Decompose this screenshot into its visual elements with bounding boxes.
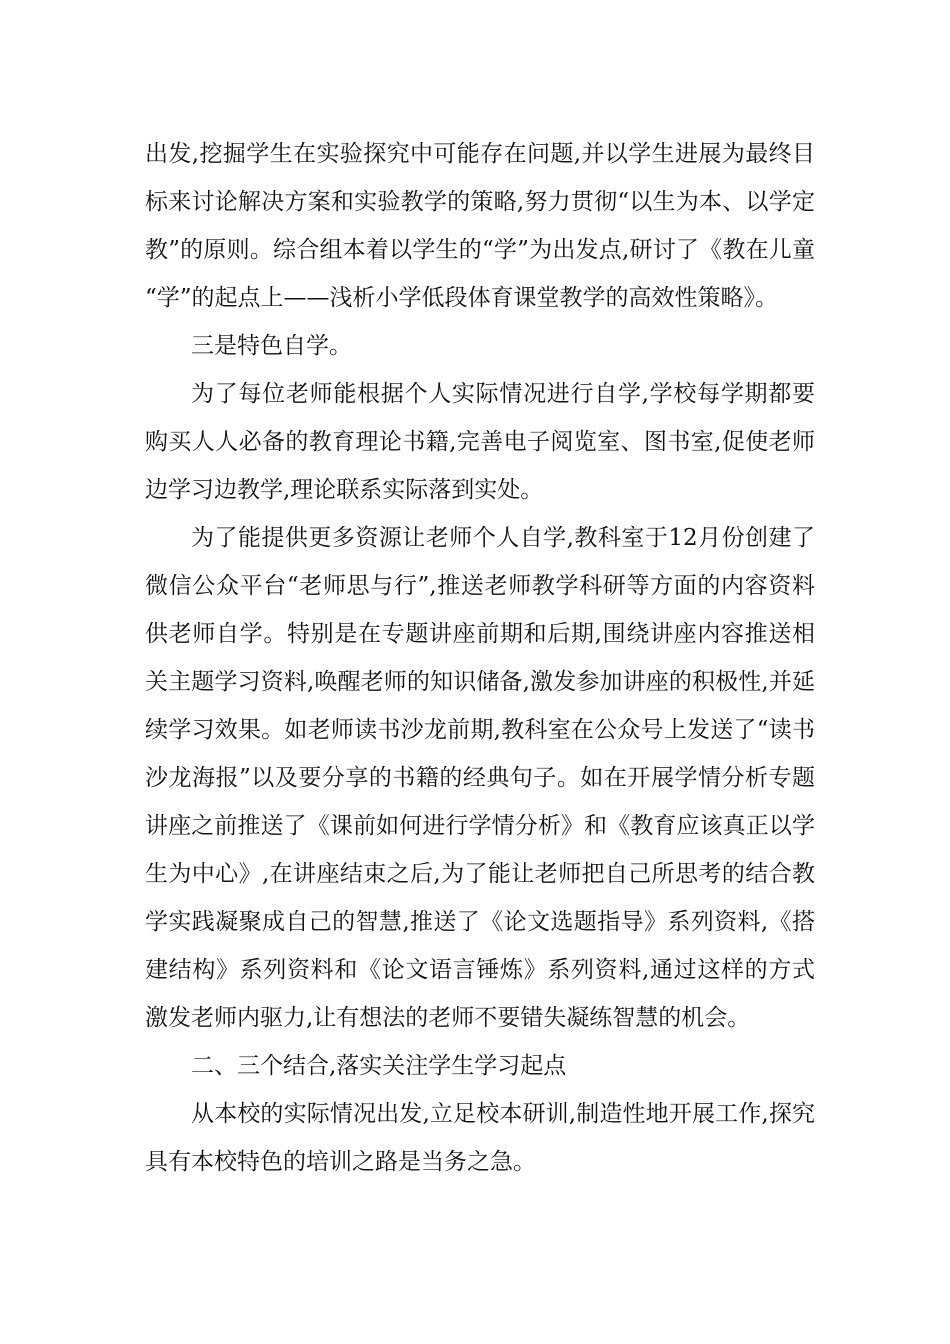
document-body <box>145 130 815 1186</box>
paragraph-wechat-platform: 为了能提供更多资源让老师个人自学,教科室于12月份创建了微信公众平台“老师思与行”,推送老师教学科研等方面的内容资料供老师自学。特别是在专题讲座前期和后期,围绕讲座内容推送相关主题学习资料,唤醒老师的知识储备,激发参加讲座的积极性,并延续学习效果。如老师读书沙龙前期,教科室在公众号上发送了“读书沙龙海报”以及要分享的书籍的经典句子。如在开展学情分析专题讲座之前推送了《课前如何进行学情分析》和《教育应该真正以学生为中心》,在讲座结束之后,为了能让老师把自己所思考的结合教学实践凝聚成自己的智慧,推送了《论文选题指导》系列资料,《搭建结构》系列资料和《论文语言锤炼》系列资料,通过这样的方式激发老师内驱力,让有想法的老师不要错失凝练智慧的机会。 <box>145 525 815 1031</box>
section-heading-three-combinations: 二、三个结合,落实关注学生学习起点 <box>191 1053 567 1079</box>
paragraph-heading-self-study: 三是特色自学。 <box>191 333 352 359</box>
paragraph-school-training: 从本校的实际情况出发,立足校本研训,制造性地开展工作,探究具有本校特色的培训之路是当务之急。 <box>145 1101 815 1175</box>
paragraph-continuation: 出发,挖掘学生在实验探究中可能存在问题,并以学生进展为最终目标来讨论解决方案和实验教学的策略,努力贯彻“以生为本、以学定教”的原则。综合组本着以学生的“学”为出发点,研讨了《教在儿童“学”的起点上——浅析小学低段体育课堂教学的高效性策略》。 <box>145 141 815 311</box>
paragraph-book-purchase: 为了每位老师能根据个人实际情况进行自学,学校每学期都要购买人人必备的教育理论书籍,完善电子阅览室、图书室,促使老师边学习边教学,理论联系实际落到实处。 <box>145 381 815 503</box>
